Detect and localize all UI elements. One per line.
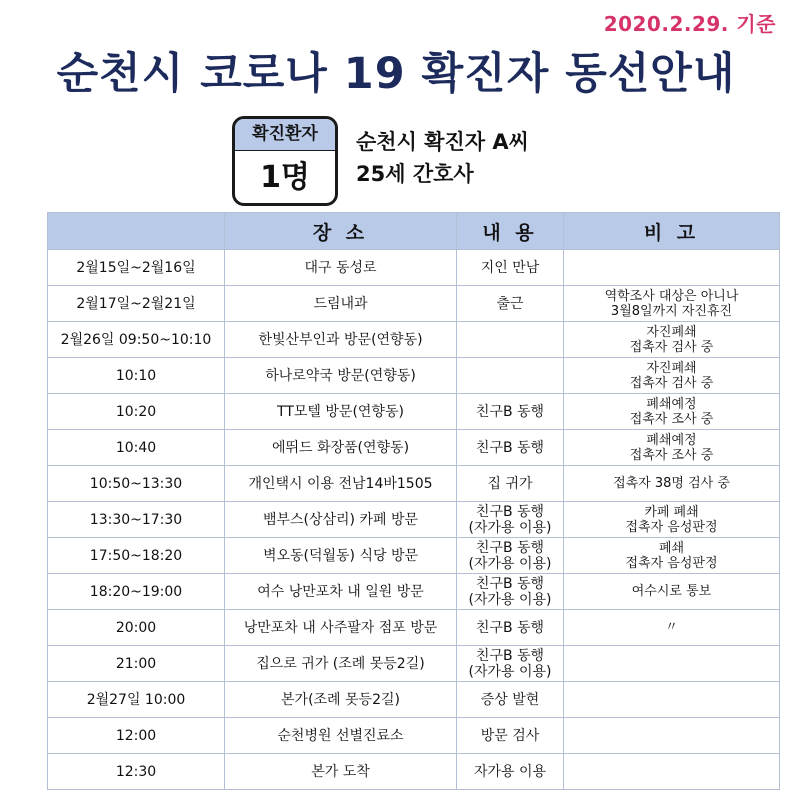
- movement-table: [47, 212, 780, 790]
- cell-note: [564, 682, 780, 718]
- note-line: 3월8일까지 자진휴진: [610, 303, 733, 319]
- note-line: 여수시로 통보: [631, 584, 712, 599]
- cell-content: [457, 358, 564, 394]
- cell-place: TT모텔 방문(연향동): [225, 394, 457, 430]
- table-row: [48, 682, 780, 718]
- note-line: 폐쇄예정: [646, 396, 697, 412]
- cell-content: [457, 286, 564, 322]
- table-header-row: [48, 213, 780, 250]
- cell-time: 21:00: [48, 646, 225, 682]
- cell-content: [457, 538, 564, 574]
- cell-place: 에뛰드 화장품(연향동): [225, 430, 457, 466]
- cell-place: 집으로 귀가 (조례 못등2길): [225, 646, 457, 682]
- cell-note: [564, 250, 780, 286]
- content-line: 친구B 동행: [475, 503, 545, 520]
- patient-description: 25세 간호사: [356, 162, 474, 186]
- cell-content: [457, 718, 564, 754]
- content-line: 친구B 동행: [475, 439, 545, 456]
- cell-note: [564, 754, 780, 790]
- cell-content: [457, 250, 564, 286]
- cell-time: 10:40: [48, 430, 225, 466]
- table-row: [48, 394, 780, 430]
- cell-note: [564, 502, 780, 538]
- cell-note: [564, 394, 780, 430]
- table-row: [48, 322, 780, 358]
- note-line: 접촉자 검사 중: [629, 375, 714, 391]
- cell-content: [457, 754, 564, 790]
- cell-time: 2월26일 09:50~10:10: [48, 322, 225, 358]
- table-row: [48, 430, 780, 466]
- cell-content: [457, 430, 564, 466]
- note-line: 접촉자 검사 중: [629, 339, 714, 355]
- content-line: (자가용 이용): [468, 663, 552, 680]
- table-body: [48, 250, 780, 790]
- reference-date: 2020.2.29. 기준: [603, 12, 776, 36]
- cell-note: [564, 430, 780, 466]
- note-line: 접촉자 38명 검사 중: [613, 476, 730, 491]
- cell-content: [457, 682, 564, 718]
- cell-content: [457, 646, 564, 682]
- header-note: 비 고: [564, 213, 780, 250]
- note-line: 접촉자 음성판정: [625, 519, 718, 535]
- cell-note: [564, 322, 780, 358]
- note-line: 자진폐쇄: [646, 360, 697, 376]
- cell-time: 13:30~17:30: [48, 502, 225, 538]
- badge-label: 확진환자: [235, 119, 335, 151]
- table-row: [48, 646, 780, 682]
- note-line: 〃: [664, 620, 678, 635]
- note-line: 접촉자 조사 중: [629, 411, 714, 427]
- cell-content: [457, 502, 564, 538]
- cell-note: [564, 646, 780, 682]
- badge-value: 1명: [260, 160, 310, 195]
- cell-content: [457, 466, 564, 502]
- cell-time: 10:20: [48, 394, 225, 430]
- note-line: 접촉자 조사 중: [629, 447, 714, 463]
- note-line: 카페 폐쇄: [644, 504, 699, 520]
- cell-time: 10:50~13:30: [48, 466, 225, 502]
- cell-note: [564, 610, 780, 646]
- cell-content: [457, 322, 564, 358]
- header-content: 내 용: [457, 213, 564, 250]
- cell-place: 낭만포차 내 사주팔자 점포 방문: [225, 610, 457, 646]
- table-row: [48, 610, 780, 646]
- cell-note: [564, 538, 780, 574]
- table-row: [48, 754, 780, 790]
- content-line: (자가용 이용): [468, 555, 552, 572]
- cell-place: 드림내과: [225, 286, 457, 322]
- cell-place: 순천병원 선별진료소: [225, 718, 457, 754]
- page-title: 순천시 코로나 19 확진자 동선안내: [56, 49, 736, 99]
- cell-place: 본가 도착: [225, 754, 457, 790]
- content-line: 지인 만남: [480, 259, 540, 276]
- table-row: [48, 574, 780, 610]
- cell-note: [564, 286, 780, 322]
- cell-place: 벽오동(덕월동) 식당 방문: [225, 538, 457, 574]
- cell-place: 뱀부스(상삼리) 카페 방문: [225, 502, 457, 538]
- table-row: [48, 466, 780, 502]
- cell-note: [564, 358, 780, 394]
- cell-place: 본가(조례 못등2길): [225, 682, 457, 718]
- content-line: 증상 발현: [480, 691, 540, 708]
- cell-place: 대구 동성로: [225, 250, 457, 286]
- cell-time: 17:50~18:20: [48, 538, 225, 574]
- cell-time: 12:30: [48, 754, 225, 790]
- content-line: (자가용 이용): [468, 519, 552, 536]
- content-line: 친구B 동행: [475, 403, 545, 420]
- cell-place: 하나로약국 방문(연향동): [225, 358, 457, 394]
- confirmed-count-badge: [232, 116, 338, 206]
- content-line: 친구B 동행: [475, 539, 545, 556]
- content-line: (자가용 이용): [468, 591, 552, 608]
- content-line: 출근: [496, 295, 524, 312]
- cell-time: 2월27일 10:00: [48, 682, 225, 718]
- patient-info: [356, 126, 529, 190]
- note-line: 폐쇄예정: [646, 432, 697, 448]
- cell-time: 2월17일~2월21일: [48, 286, 225, 322]
- cell-time: 18:20~19:00: [48, 574, 225, 610]
- cell-time: 20:00: [48, 610, 225, 646]
- note-line: 접촉자 음성판정: [625, 555, 718, 571]
- cell-time: 10:10: [48, 358, 225, 394]
- cell-content: [457, 394, 564, 430]
- cell-place: 여수 낭만포차 내 일원 방문: [225, 574, 457, 610]
- header-time: [48, 213, 225, 250]
- cell-note: [564, 466, 780, 502]
- note-line: 자진폐쇄: [646, 324, 697, 340]
- content-line: 친구B 동행: [475, 647, 545, 664]
- table-row: [48, 718, 780, 754]
- table-row: [48, 250, 780, 286]
- cell-note: [564, 718, 780, 754]
- cell-place: 한빛산부인과 방문(연향동): [225, 322, 457, 358]
- header-place: 장 소: [225, 213, 457, 250]
- note-line: 폐쇄: [658, 540, 685, 556]
- table-row: [48, 502, 780, 538]
- cell-note: [564, 574, 780, 610]
- content-line: 방문 검사: [480, 727, 540, 744]
- table-row: [48, 286, 780, 322]
- content-line: 자가용 이용: [473, 763, 547, 780]
- note-line: 역학조사 대상은 아니나: [604, 288, 739, 304]
- cell-time: 2월15일~2월16일: [48, 250, 225, 286]
- cell-content: [457, 610, 564, 646]
- cell-content: [457, 574, 564, 610]
- patient-name: 순천시 확진자 A씨: [356, 130, 529, 154]
- content-line: 친구B 동행: [475, 619, 545, 636]
- cell-time: 12:00: [48, 718, 225, 754]
- cell-place: 개인택시 이용 전남14바1505: [225, 466, 457, 502]
- content-line: 친구B 동행: [475, 575, 545, 592]
- table-row: [48, 358, 780, 394]
- table-row: [48, 538, 780, 574]
- content-line: 집 귀가: [487, 475, 533, 492]
